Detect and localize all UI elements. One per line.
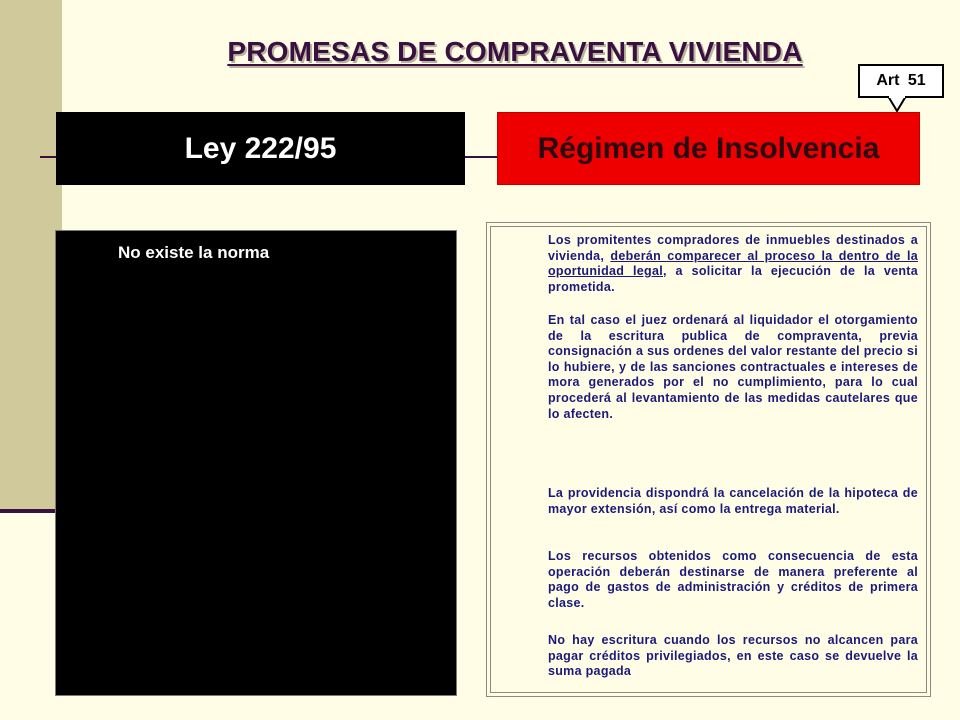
paragraph-3: La providencia dispondrá la cancelación de la hipoteca de mayor extensión, así como la entrega material. xyxy=(548,486,918,516)
callout-tail xyxy=(888,96,906,112)
article-callout: Art 51 xyxy=(858,64,944,98)
paragraph-5: No hay escritura cuando los recursos no alcancen para pagar créditos privilegiados, en este caso se devuelve la suma pagada xyxy=(548,633,918,679)
law-box: Ley 222/95 xyxy=(56,112,465,185)
paragraph-4: Los recursos obtenidos como consecuencia de esta operación deberán destinarse de manera preferente al pago de gastos de administración y créditos de primera clase. xyxy=(548,549,918,610)
paragraph-1 xyxy=(548,233,918,295)
right-panel-inner-border xyxy=(490,226,927,693)
paragraph-1-underlined: deberán comparecer al proceso la dentro de la oportunidad legal xyxy=(548,248,918,279)
no-norm-text: No existe la norma xyxy=(118,243,270,262)
paragraph-2: En tal caso el juez ordenará al liquidador el otorgamiento de la escritura publica de compraventa, previa consignación a sus ordenes del valor restante del precio si lo hubiere, y de las sanciones contractuales e intereses de mora generados por el no cumplimiento, para lo cual procederá al levantamiento de las medidas cautelares que lo afecten. xyxy=(548,313,918,421)
right-content-panel xyxy=(486,222,931,697)
insolvency-regime-box: Régimen de Insolvencia xyxy=(497,112,920,185)
paragraph-1-end: , a solicitar la ejecución de la venta prometida. xyxy=(548,264,918,294)
page-title: PROMESAS DE COMPRAVENTA VIVIENDA xyxy=(227,36,803,67)
side-band xyxy=(0,0,62,512)
left-content-panel xyxy=(55,230,457,696)
divider-line-middle xyxy=(465,156,497,158)
divider-line-bottom xyxy=(0,509,56,513)
paragraph-1-start: Los promitentes compradores de inmuebles destinados a vivienda, xyxy=(548,233,918,263)
divider-line-left xyxy=(40,156,56,158)
